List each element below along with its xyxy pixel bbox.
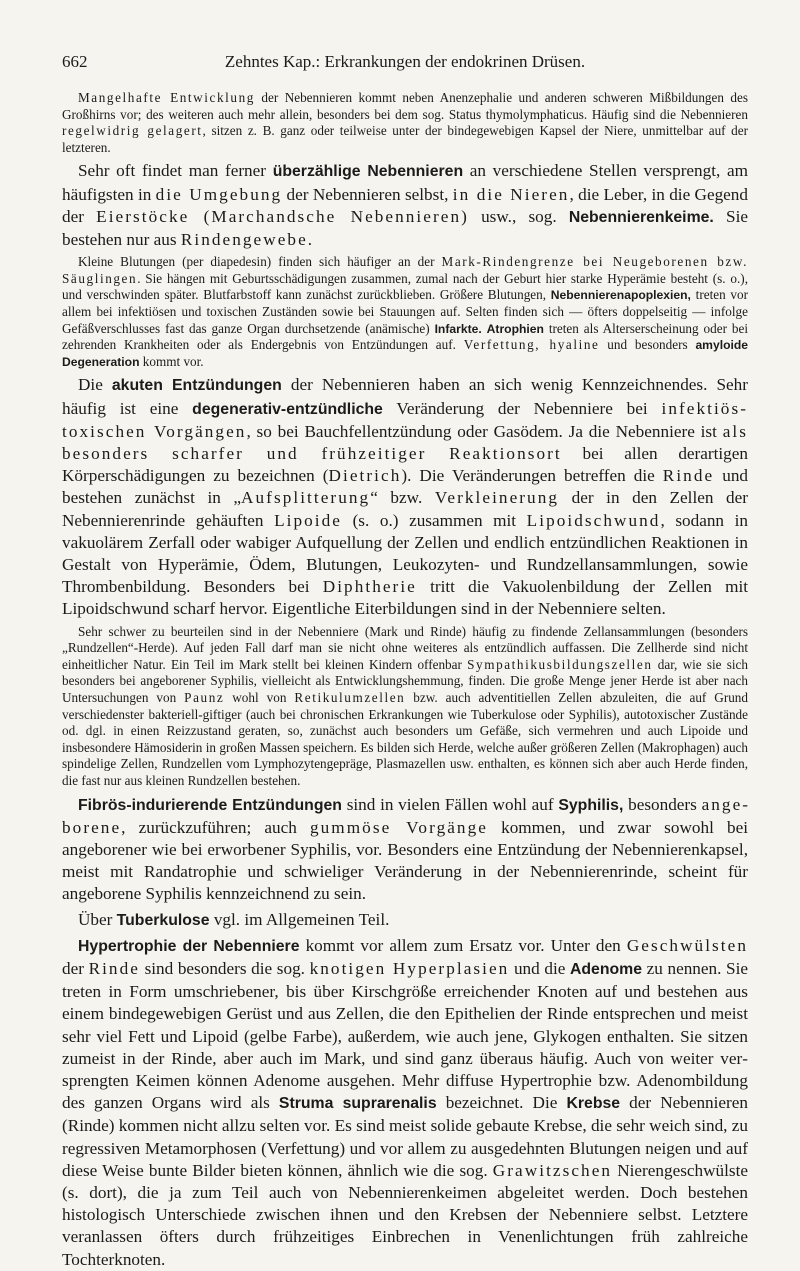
text-run: kommen, und zwar sowohl bei angeborener wie bei erworbener Syphilis, vor. Besonders eine Entzündung der Nebennierenkapsel, meist mit Randatrophie und schwieliger Veränderung in der Nebennierenrinde, scheint für angeborene Syphilis kennzeichnend zu sein. [62, 817, 748, 904]
text-run: Die [78, 375, 112, 395]
text-run: der [62, 958, 89, 978]
text-run: und bestehen zunächst in „ [62, 466, 749, 508]
text-run: Sehr oft findet man ferner [78, 161, 273, 181]
text-run: ). Die Veränderungen betreffen die [401, 466, 663, 486]
spaced-emphasis: Verfettung, hyaline [463, 337, 600, 353]
text-run: , sodann in vakuolärem Zerfall oder wabiger Aufquellung der Zellen und endlich entzündlichen Reaktionen in Gestalt von Hyperämie, Ödem, Blutungen, Leukozyten- und Rundzellansammlungen, sowie Thrombenbildung. Besonders bei [62, 510, 748, 597]
bold-term: degenerativ-entzündliche [192, 400, 383, 418]
text-run: an verschiedene Stellen versprengt, am häufigsten in [62, 161, 748, 204]
text-run: und die [509, 958, 570, 978]
spaced-emphasis: Verkleinerung [434, 488, 560, 508]
spaced-emphasis: Paunz [184, 689, 225, 705]
text-run: vgl. im Allgemeinen Teil. [209, 909, 390, 929]
text-run: und besonders [599, 337, 696, 353]
text-run: Veränderung der Nebenniere bei [382, 398, 662, 418]
spaced-emphasis: Retikulumzellen [294, 689, 406, 705]
spaced-emphasis: Mangelhafte Entwicklung [78, 90, 255, 105]
bold-term: Syphilis, [558, 796, 624, 814]
text-run: tritt die Vakuolenbildung der Zellen mit Lipoidschwund scharf hervor. Eigentliche Eiterbildungen sind in der Nebenniere selten. [62, 577, 749, 619]
text-run: Über [78, 909, 117, 929]
spaced-emphasis: Aufsplitterung [241, 488, 371, 508]
spaced-emphasis: knotigen Hyperplasien [309, 958, 510, 978]
text-run: sind in vielen Fällen wohl auf [341, 794, 559, 814]
text-run: (s. o.) zusammen mit [341, 510, 527, 530]
bold-term: Struma suprarenalis [278, 1095, 437, 1113]
small-print-paragraph [62, 254, 748, 370]
spaced-emphasis: Lipoide [274, 510, 342, 530]
text-run: der Nebennieren selbst, [282, 184, 453, 204]
text-run: sind besonders die sog. [139, 958, 310, 978]
text-run: , so bei Bauchfellentzündung oder Gasödem. Ja die Nebenniere ist [246, 421, 723, 441]
text-run: der in den Zellen der Nebennierenrinde gehäuften [62, 488, 748, 530]
spaced-emphasis: infektiös-toxischen Vorgängen [62, 398, 748, 441]
bold-term: Fibrös-indurierende Entzündungen [78, 796, 342, 814]
running-title: Zehntes Kap.: Erkrankungen der endokrinen Drüsen. [224, 52, 586, 71]
page-number: 662 [62, 52, 88, 71]
text-run: kommt vor. [139, 353, 204, 369]
text-run: der Nebennieren haben an sich wenig Kennzeichnendes. Sehr häufig ist eine [62, 375, 748, 418]
spaced-emphasis: Rinde [662, 466, 715, 486]
text-run: , sitzen z. B. ganz oder teilweise unter der bindegewebigen Kapsel der Niere, unmittelbar auf der letzteren. [62, 123, 748, 155]
body-text [62, 90, 748, 1271]
bold-term: akuten Entzündungen [111, 377, 282, 395]
text-run: kommt vor allem zum Ersatz vor. Unter den [299, 935, 627, 955]
text-run: usw., sog. [468, 206, 569, 226]
spaced-emphasis: die Umgebung [155, 184, 283, 204]
text-run: wohl von [224, 689, 295, 705]
spaced-emphasis: Sympathikusbildungszellen [467, 656, 653, 672]
bold-term: Hypertrophie der Nebenniere [78, 937, 300, 955]
text-run: besonders [623, 794, 702, 814]
text-run: treten als Alterserscheinung oder bei zehrenden Krankheiten oder als Endergebnis von Entzündungen auf. [62, 320, 748, 353]
bold-term: Nebennierenapoplexien, [550, 288, 691, 303]
bold-term: Adenome [569, 960, 643, 978]
text-run: Kleine Blutungen (per diapedesin) finden sich häufiger an der [78, 254, 442, 270]
text-run: dar, wie sie sich besonders bei angeborener Syphilis, vielleicht als Entwicklungshemmung, finden. Die große Menge jener Herde ist aber nach Untersuchungen von [62, 656, 748, 705]
spaced-emphasis: gummöse Vorgänge [309, 817, 488, 837]
spaced-emphasis: Lipoidschwund [526, 510, 661, 530]
bold-term: Krebse [566, 1095, 621, 1113]
text-run: . [307, 229, 313, 249]
page-header [62, 52, 748, 72]
text-run: der Nebennieren kommt neben Anenzephalie und anderen schweren Mißbildungen des Großhirns vor; des weiteren auch mehr allein, besonders bei dem sog. Status thymolymphaticus. Häufig sind die Nebennieren [62, 90, 748, 122]
paragraph [62, 909, 748, 932]
spaced-emphasis: Rinde [88, 958, 140, 978]
spaced-emphasis: Diphtherie [322, 577, 417, 597]
text-run: Sehr schwer zu beurteilen sind in der Nebenniere (Mark und Rinde) häufig zu findende Zellansammlungen (besonders „Rundzellen“-Herde). Auf jeden Fall darf man sie nicht ohne weiteres als entzündlich auffassen. Die Zellherde sind nicht einheitlicher Natur. Ein Teil im Mark stellt bei kleinen Kindern offenbar [62, 623, 748, 672]
text-run: , die Leber, in die Gegend der [62, 184, 748, 226]
text-run: Nierengeschwülste (s. dort), die ja zum Teil auch von Nebennierenkeimen abgeleitet werden. Doch bestehen histologisch Unterschiede zwischen ihnen und den Krebsen der Nebenniere selbst. Letztere veranlassen öfters durch frühzeitiges Einbrechen in Venenlichtungen früh zahlreiche Tochterknoten. [62, 1160, 748, 1269]
spaced-emphasis: Rindengewebe [180, 229, 308, 249]
bold-term: Infarkte. [434, 321, 482, 336]
paragraph [62, 160, 748, 251]
text-run: treten vor allem bei infektiösen und toxischen Zuständen sowie bei Stauungen auf. Selten finden sich — öfters doppelseitig — infolge Gefäßverschlusses fast das ganze Organ durchsetzende (anämische) [62, 287, 748, 336]
text-run: bzw. auch adventitiellen Zellen abzuleiten, die auf Grund verschiedenster bakteriell-giftiger (auch bei chronischen Erkrankungen wie Tuberkulose oder Syphilis), autotoxischer Zustände od. dgl. in einen Reizzustand geraten, so, zunächst auch besonders um Gefäße, sich vermehren und auch Lipoide und insbesondere Hämosiderin in großen Massen speichern. Es bilden sich Herde, welche außer größeren Zellen (Makrophagen) auch spindelige Zellen, Rundzellen vom Lymphozytengepräge, Plasmazellen usw. enthalten, es können sich aber auch Herde finden, die fast nur aus kleinen Rundzellen bestehen. [62, 689, 748, 788]
text-run: bei allen derartigen Körperschädigungen zu bezeichnen ( [62, 443, 748, 486]
text-run: , zurückzuführen; auch [121, 817, 310, 837]
spaced-emphasis: Dietrich [328, 466, 402, 486]
paragraph [62, 794, 748, 906]
bold-term: Atrophien [486, 321, 544, 336]
paragraph [62, 374, 748, 620]
small-print-paragraph [62, 90, 748, 156]
bold-term: Nebennierenkeime. [568, 208, 714, 226]
text-run: “ bzw. [370, 488, 435, 508]
text-run: zu nennen. Sie treten in Form umschriebener, bis über Kirschgröße erreichender Knoten auf und bestehen aus einem bindegewebigen Gerüst und aus Zellen, die den Epithelien der Rinde entsprechen und meist sehr viel Fett und Lipoid (gelbe Farbe), außerdem, wie auch jene, Glykogen enthalten. Sie sitzen zumeist in der Rinde, aber auch im Mark, und sind ganz überaus häufig. Auch von weiter versprengten Keimen können Adenome ausgehen. Mehr diffuse Hypertrophie bzw. Adenombildung des ganzen Organs wird als [62, 958, 748, 1113]
spaced-emphasis: Grawitzschen [492, 1160, 613, 1180]
text-run: der Nebennieren (Rinde) kommen nicht allzu selten vor. Es sind meist solide gebaute Krebse, die sehr weich sind, zu regressiven Metamorphosen (Verfettung) und vor allem zu ausgedehnten Blutungen neigen und auf diese Weise bunte Bilder bieten können, ähnlich wie die sog. [62, 1093, 749, 1180]
text-run: Sie bestehen nur aus [62, 206, 748, 249]
text-run: bezeichnet. Die [436, 1093, 567, 1113]
spaced-emphasis: regelwidrig gelagert [62, 123, 203, 139]
bold-term: Tuberkulose [116, 911, 210, 929]
spaced-emphasis: in die Nieren [452, 184, 570, 204]
small-print-paragraph [62, 624, 748, 790]
bold-term: überzählige Nebennieren [272, 163, 464, 181]
bold-term: amyloide Degeneration [62, 338, 748, 369]
text-run: . Sie hängen mit Geburtsschädigungen zusammen, zumal nach der Geburt hier starke Hyperämie besteht (s. o.), und verschwinden später. Blutfarbstoff kann zunächst zurückblieben. Größere Blutungen, [62, 270, 748, 303]
spaced-emphasis: Eierstöcke (Marchandsche Nebennieren) [96, 206, 469, 226]
spaced-emphasis: Mark-Rindengrenze bei Neugeborenen bzw. Säuglingen [62, 254, 748, 286]
spaced-emphasis: Geschwülsten [626, 935, 748, 955]
paragraph [62, 935, 748, 1271]
spaced-emphasis: angeborene [62, 794, 748, 837]
spaced-emphasis: als besonders scharfer und frühzeitiger Reaktionsort [62, 421, 748, 463]
